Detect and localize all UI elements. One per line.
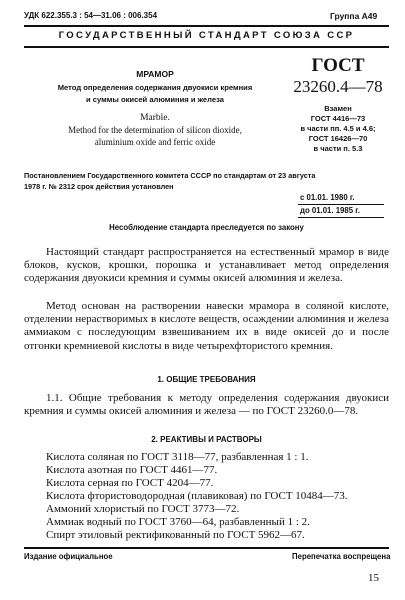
method-paragraph: Метод основан на растворении навески мрамора в соляной кислоте, отделении нерастворимых в кислоте веществ, осаждении алюминия и железа аммиаком с последующим взвешиванием их в виде окисей до и после отгонки кремниевой кислоты в виде четырехфтористого кремния. [24, 300, 389, 352]
title-en: Marble. [140, 113, 170, 123]
validity-rule [298, 217, 384, 218]
reagent-item: Кислота соляная по ГОСТ 3118—77, разбавленная 1 : 1. [46, 451, 309, 463]
title-ru: МРАМОР [136, 69, 174, 79]
replaces-label: Взамен [324, 104, 352, 113]
page-number: 15 [368, 572, 379, 584]
validity-rule [298, 204, 384, 205]
reagent-item: Аммиак водный по ГОСТ 3760—64, разбавленный 1 : 2. [46, 516, 310, 528]
reagent-item: Спирт этиловый ректификованный по ГОСТ 5962—67. [46, 529, 305, 541]
gost-number: 23260.4—78 [293, 77, 383, 96]
replaces-item: в части п. 5.3 [313, 144, 363, 153]
gost-label: ГОСТ [311, 55, 365, 76]
section-heading: 1. ОБЩИЕ ТРЕБОВАНИЯ [157, 375, 256, 384]
reagent-item: Кислота фтористоводородная (плавиковая) по ГОСТ 10484—73. [46, 490, 348, 502]
state-standard-banner: ГОСУДАРСТВЕННЫЙ СТАНДАРТ СОЮЗА ССР [58, 30, 355, 41]
reagent-item: Кислота азотная по ГОСТ 4461—77. [46, 464, 218, 476]
group-code: Группа А49 [330, 11, 378, 21]
subtitle-en-line2: aluminium oxide and ferric oxide [94, 137, 216, 147]
replaces-item: в части пп. 4.5 и 4.6; [300, 124, 376, 133]
reagent-item: Кислота серная по ГОСТ 4204—77. [46, 477, 214, 489]
header-rule-bottom [24, 46, 389, 48]
validity-from: с 01.01. 1980 г. [300, 193, 355, 202]
replaces-item: ГОСТ 16426—70 [308, 134, 368, 143]
intro-paragraph: Настоящий стандарт распространяется на естественный мрамор в виде блоков, кусков, крошки, порошка и устанавливает метод определения содержания двуокиси кремния и суммы окисей алюминия и железа. [24, 246, 389, 285]
official-edition: Издание официальное [24, 552, 113, 561]
footer-rule [24, 547, 389, 549]
reagent-item: Аммоний хлористый по ГОСТ 3773—72. [46, 503, 240, 515]
subtitle-ru-line1: Метод определения содержания двуокиси кремния [57, 83, 253, 92]
reprint-forbidden: Перепечатка воспрещена [292, 552, 391, 561]
subtitle-ru-line2: и суммы окисей алюминия и железа [86, 95, 224, 104]
udk-code: УДК 622.355.3 : 54—31.06 : 006.354 [24, 11, 158, 20]
validity-to: до 01.01. 1985 г. [300, 206, 360, 215]
decree-line1: Постановлением Государственного комитета СССР по стандартам от 23 августа [24, 171, 316, 180]
replaces-item: ГОСТ 4416—73 [310, 114, 366, 123]
decree-line2: 1978 г. № 2312 срок действия установлен [24, 182, 174, 191]
header-rule-top [24, 25, 389, 27]
legal-warning: Несоблюдение стандарта преследуется по закону [109, 223, 304, 232]
subtitle-en-line1: Method for the determination of silicon dioxide, [68, 125, 242, 135]
general-requirements-text: 1.1. Общие требования к методу определения содержания двуокиси кремния и суммы окисей алюминия и железа — по ГОСТ 23260.0—78. [24, 392, 389, 418]
section-heading: 2. РЕАКТИВЫ И РАСТВОРЫ [151, 435, 262, 444]
